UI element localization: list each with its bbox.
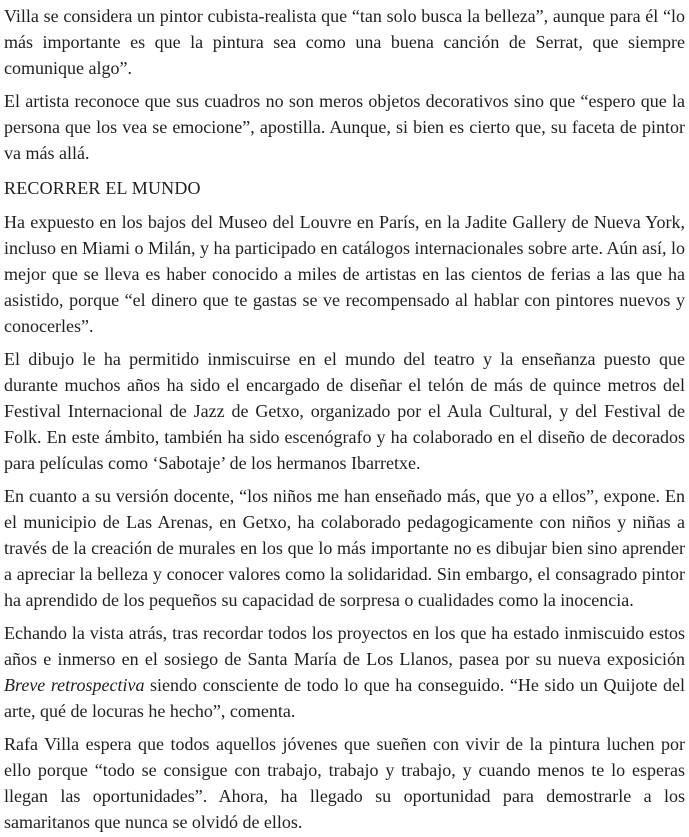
paragraph-exhibitions: Ha expuesto en los bajos del Museo del Louvre en París, en la Jadite Gallery de Nueva York, incluso en Miami o Milán, y ha participado en catálogos internacionales sobre arte. Aún así, lo mejor que se lleva es haber conocido a miles de artistas en las cientos de ferias a las que ha asistido, porque “el dinero que te gastas se ve recompensado al hablar con pintores nuevos y conocerles”. — [4, 212, 685, 336]
paragraph-retrospective-text-before: Echando la vista atrás, tras recordar todos los proyectos en los que ha estado inmiscuido estos años e inmerso en el sosiego de Santa María de Los Llanos, pasea por su nueva exposición — [4, 623, 685, 669]
paragraph-teaching-children: En cuanto a su versión docente, “los niños me han enseñado más, que yo a ellos”, expone. En el municipio de Las Arenas, en Getxo, ha colaborado pedagogicamente con niños y niñas a través de la creación de murales en los que lo más importante no es dibujar bien sino aprender a apreciar la belleza y conocer valores como la solidaridad. Sin embargo, el consagrado pintor ha aprendido de los pequeños su capacidad de sorpresa o cualidades como la inocencia. — [4, 486, 685, 610]
paragraph-closing-advice: Rafa Villa espera que todos aquellos jóvenes que sueñen con vivir de la pintura luchen por ello porque “todo se consigue con trabajo, trabajo y trabajo, y cuando menos te lo esperas llegan las oportunidades”. Ahora, ha llegado su oportunidad para demostrarle a los samaritanos que nunca se olvidó de ellos. — [4, 734, 685, 832]
paragraph-retrospective — [4, 620, 685, 724]
paragraph-theatre-teaching: El dibujo le ha permitido inmiscuirse en el mundo del teatro y la enseñanza puesto que durante muchos años ha sido el encargado de diseñar el telón de más de quince metros del Festival Internacional de Jazz de Getxo, organizado por el Aula Cultural, y del Festival de Folk. En este ámbito, también ha sido escenógrafo y ha colaborado en el diseño de decorados para películas como ‘Sabotaje’ de los hermanos Ibarretxe. — [4, 349, 685, 473]
paragraph-artist-statement: El artista reconoce que sus cuadros no son meros objetos decorativos sino que “espero que la persona que los vea se emocione”, apostilla. Aunque, si bien es cierto que, su faceta de pintor va más allá. — [4, 91, 685, 163]
section-heading: RECORRER EL MUNDO — [4, 178, 201, 198]
paragraph-retrospective-text-after: siendo consciente de todo lo que ha conseguido. “He sido un Quijote del arte, qué de locuras he hecho”, comenta. — [4, 675, 685, 721]
exhibition-title: Breve retrospectiva — [4, 675, 145, 695]
paragraph-intro-style: Villa se considera un pintor cubista-realista que “tan solo busca la belleza”, aunque para él “lo más importante es que la pintura sea como una buena canción de Serrat, que siempre comunique algo”. — [4, 6, 685, 78]
